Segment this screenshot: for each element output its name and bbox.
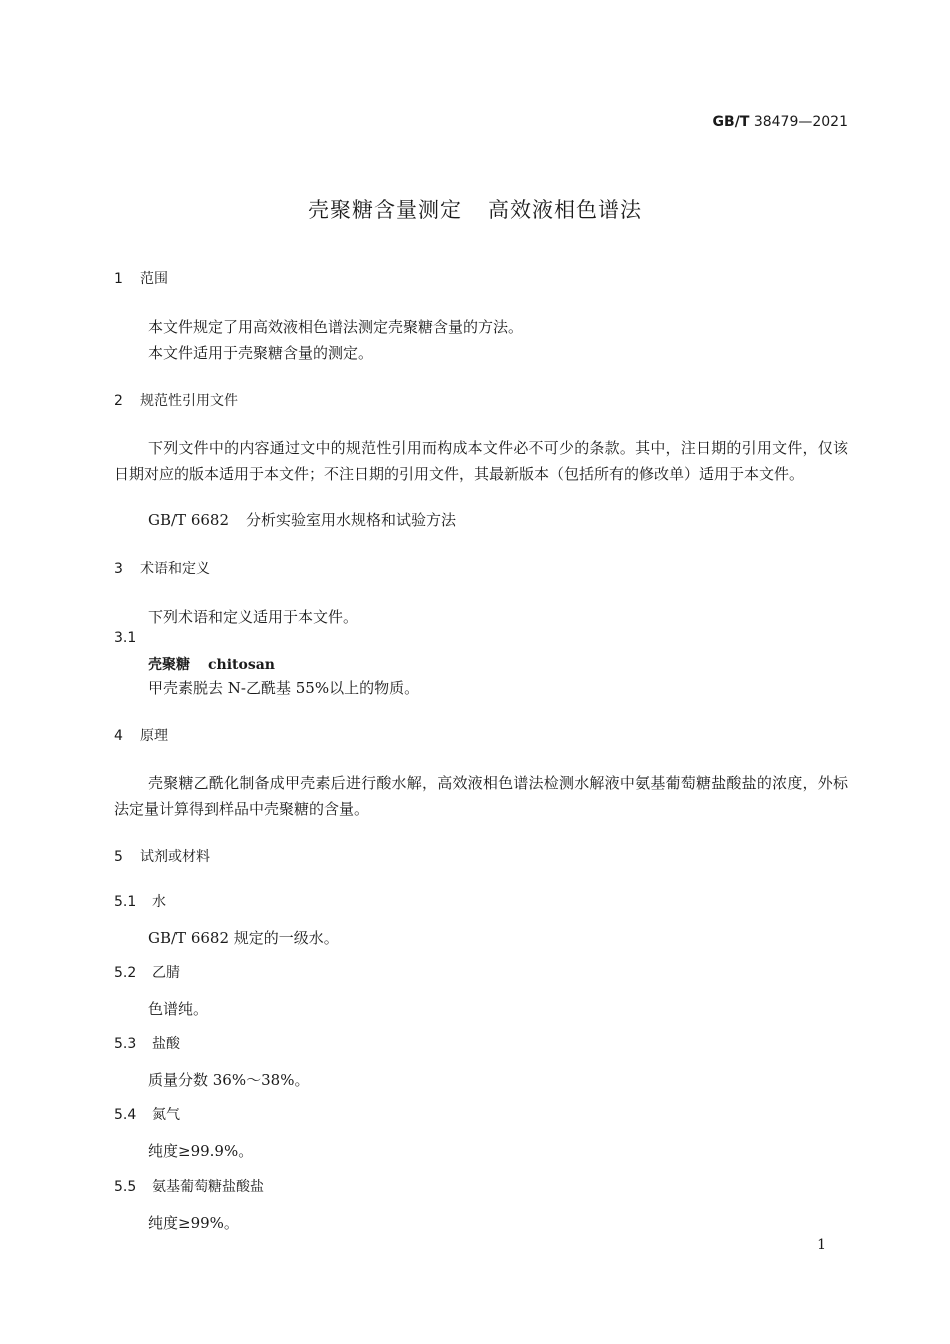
item-5-2-description: 色谱纯。 [148, 1000, 209, 1018]
standard-number [0, 114, 848, 130]
section-1-paragraph-1: 本文件规定了用高效液相色谱法测定壳聚糖含量的方法。 [148, 318, 524, 336]
section-1-paragraph-2: 本文件适用于壳聚糖含量的测定。 [148, 344, 374, 362]
section-2-paragraph: 下列文件中的内容通过文中的规范性引用而构成本文件必不可少的条款。其中，注日期的引用文件，仅该日期对应的版本适用于本文件；不注日期的引用文件，其最新版本（包括所有的修改单）适用于本文件。 [114, 439, 848, 483]
item-5-3-description: 质量分数 36%～38%。 [148, 1071, 310, 1089]
item-5-4-heading: 5.4 氮气 [114, 1107, 180, 1123]
term-english: chitosan [208, 657, 275, 673]
term-definition: 甲壳素脱去 N-乙酰基 55%以上的物质。 [148, 679, 420, 697]
item-5-3-heading: 5.3 盐酸 [114, 1036, 180, 1052]
subsection-3-1-number: 3.1 [114, 630, 137, 646]
item-5-5-heading: 5.5 氨基葡萄糖盐酸盐 [114, 1179, 264, 1195]
item-5-1-description: GB/T 6682 规定的一级水。 [148, 929, 339, 947]
reference-code: GB/T 6682 [148, 511, 230, 529]
document-title [0, 194, 950, 224]
item-5-1-heading: 5.1 水 [114, 894, 166, 910]
section-2-heading: 2 规范性引用文件 [114, 393, 238, 409]
title-part-1: 壳聚糖含量测定 [308, 198, 462, 222]
section-5-heading: 5 试剂或材料 [114, 849, 210, 865]
section-4-paragraph: 壳聚糖乙酰化制备成甲壳素后进行酸水解，高效液相色谱法检测水解液中氨基葡萄糖盐酸盐的浓度，外标法定量计算得到样品中壳聚糖的含量。 [114, 774, 848, 818]
section-3-heading: 3 术语和定义 [114, 561, 210, 577]
title-part-2: 高效液相色谱法 [488, 198, 642, 222]
item-5-2-heading: 5.2 乙腈 [114, 965, 180, 981]
standard-prefix: GB/T [712, 114, 750, 130]
section-3-paragraph: 下列术语和定义适用于本文件。 [148, 608, 359, 626]
reference-title: 分析实验室用水规格和试验方法 [246, 511, 457, 529]
section-4-heading: 4 原理 [114, 728, 168, 744]
item-5-5-description: 纯度≥99%。 [148, 1214, 239, 1232]
standard-code: 38479—2021 [749, 114, 848, 130]
item-5-4-description: 纯度≥99.9%。 [148, 1142, 254, 1160]
page-number: 1 [817, 1237, 826, 1253]
term-entry [148, 654, 275, 674]
section-1-heading: 1 范围 [114, 271, 168, 287]
normative-reference [148, 509, 456, 530]
term-chinese: 壳聚糖 [148, 657, 190, 673]
